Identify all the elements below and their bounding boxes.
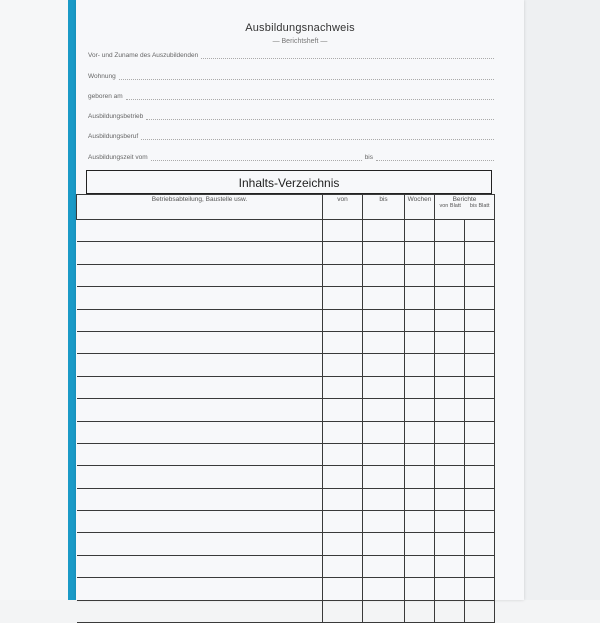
toc-cell[interactable] (363, 421, 405, 443)
toc-cell[interactable] (465, 555, 495, 577)
toc-cell[interactable] (77, 220, 323, 242)
toc-row (77, 309, 495, 331)
field-training-period[interactable] (88, 149, 494, 161)
toc-cell[interactable] (363, 443, 405, 465)
toc-cell[interactable] (363, 533, 405, 555)
toc-row (77, 555, 495, 577)
toc-cell[interactable] (405, 399, 435, 421)
col-to: bis (363, 195, 405, 220)
toc-row (77, 466, 495, 488)
toc-cell[interactable] (323, 488, 363, 510)
field-training-period-from-line (151, 152, 362, 161)
col-reports-from: von Blatt (439, 203, 461, 209)
toc-cell[interactable] (465, 287, 495, 309)
toc-row (77, 443, 495, 465)
toc-cell[interactable] (405, 466, 435, 488)
toc-cell[interactable] (435, 511, 465, 533)
toc-cell[interactable] (435, 555, 465, 577)
toc-cell[interactable] (435, 264, 465, 286)
field-birthdate-label: geboren am (88, 93, 123, 100)
toc-cell[interactable] (77, 354, 323, 376)
toc-cell[interactable] (323, 331, 363, 353)
toc-cell[interactable] (363, 511, 405, 533)
toc-cell[interactable] (405, 376, 435, 398)
toc-cell[interactable] (435, 376, 465, 398)
toc-cell[interactable] (405, 443, 435, 465)
field-name-label: Vor- und Zuname des Auszubildenden (88, 52, 199, 59)
field-training-period-label: Ausbildungszeit vom (88, 154, 148, 161)
toc-cell[interactable] (363, 399, 405, 421)
field-profession-line (141, 131, 494, 140)
toc-cell[interactable] (405, 578, 435, 600)
toc-cell[interactable] (363, 466, 405, 488)
toc-title: Inhalts-Verzeichnis (86, 170, 492, 194)
toc-cell[interactable] (77, 242, 323, 264)
toc-cell[interactable] (323, 511, 363, 533)
field-address[interactable] (88, 68, 494, 80)
toc-cell[interactable] (323, 466, 363, 488)
toc-cell[interactable] (435, 533, 465, 555)
toc-cell[interactable] (77, 533, 323, 555)
col-reports: Berichte von Blatt bis Blatt (435, 195, 495, 220)
toc-row (77, 399, 495, 421)
toc-cell[interactable] (465, 264, 495, 286)
toc-cell[interactable] (465, 242, 495, 264)
toc-cell[interactable] (77, 399, 323, 421)
toc-cell[interactable] (77, 488, 323, 510)
toc-cell[interactable] (323, 443, 363, 465)
toc-table (76, 194, 495, 623)
field-training-period-bis: bis (364, 154, 373, 161)
toc-cell[interactable] (323, 533, 363, 555)
toc-cell[interactable] (77, 466, 323, 488)
field-company-line (146, 111, 494, 120)
toc-cell[interactable] (323, 555, 363, 577)
field-birthdate-line (126, 91, 494, 100)
toc-row (77, 220, 495, 242)
toc-cell[interactable] (465, 421, 495, 443)
toc-row (77, 287, 495, 309)
toc-cell[interactable] (435, 488, 465, 510)
toc-cell[interactable] (323, 376, 363, 398)
toc-cell[interactable] (435, 331, 465, 353)
field-address-line (119, 71, 494, 80)
toc-cell[interactable] (465, 533, 495, 555)
field-training-period-to-line (376, 152, 494, 161)
toc-cell[interactable] (323, 600, 363, 622)
col-department: Betriebsabteilung, Baustelle usw. (77, 195, 323, 220)
toc-cell[interactable] (363, 555, 405, 577)
toc-cell[interactable] (77, 331, 323, 353)
field-company-label: Ausbildungsbetrieb (88, 113, 144, 120)
toc-cell[interactable] (405, 600, 435, 622)
toc-cell[interactable] (77, 555, 323, 577)
toc-cell[interactable] (435, 399, 465, 421)
toc-cell[interactable] (363, 287, 405, 309)
toc-cell[interactable] (363, 264, 405, 286)
toc-cell[interactable] (77, 421, 323, 443)
background-left (0, 0, 78, 600)
toc-cell[interactable] (77, 376, 323, 398)
toc-cell[interactable] (363, 578, 405, 600)
toc-cell[interactable] (363, 331, 405, 353)
toc-cell[interactable] (405, 354, 435, 376)
field-company[interactable] (88, 108, 494, 120)
toc-cell[interactable] (363, 488, 405, 510)
toc-cell[interactable] (405, 287, 435, 309)
toc-cell[interactable] (465, 511, 495, 533)
col-reports-to: bis Blatt (469, 203, 490, 209)
toc-cell[interactable] (323, 264, 363, 286)
toc-cell[interactable] (77, 287, 323, 309)
toc-cell[interactable] (405, 264, 435, 286)
toc-row (77, 242, 495, 264)
toc-cell[interactable] (465, 331, 495, 353)
toc-cell[interactable] (323, 578, 363, 600)
toc-cell[interactable] (435, 466, 465, 488)
toc-cell[interactable] (435, 309, 465, 331)
toc-row (77, 264, 495, 286)
field-profession[interactable] (88, 128, 494, 140)
toc-cell[interactable] (77, 309, 323, 331)
toc-cell[interactable] (465, 220, 495, 242)
toc-cell[interactable] (323, 399, 363, 421)
toc-cell[interactable] (435, 242, 465, 264)
col-weeks: Wochen (405, 195, 435, 220)
document-page (76, 0, 524, 600)
field-address-label: Wohnung (88, 73, 116, 80)
document-subtitle: — Berichtsheft — (272, 38, 328, 45)
toc-cell[interactable] (77, 443, 323, 465)
toc-row (77, 331, 495, 353)
toc-cell[interactable] (465, 578, 495, 600)
toc-cell[interactable] (465, 466, 495, 488)
toc-cell[interactable] (405, 309, 435, 331)
toc-cell[interactable] (435, 354, 465, 376)
field-name-line (201, 50, 494, 59)
toc-row (77, 533, 495, 555)
toc-cell[interactable] (323, 421, 363, 443)
toc-cell[interactable] (435, 578, 465, 600)
toc-cell[interactable] (363, 600, 405, 622)
toc-cell[interactable] (323, 287, 363, 309)
toc-cell[interactable] (405, 421, 435, 443)
toc-cell[interactable] (465, 354, 495, 376)
toc-cell[interactable] (405, 533, 435, 555)
toc-cell[interactable] (465, 309, 495, 331)
toc-row (77, 421, 495, 443)
toc-cell[interactable] (363, 309, 405, 331)
toc-cell[interactable] (435, 600, 465, 622)
toc-cell[interactable] (77, 578, 323, 600)
toc-cell[interactable] (465, 399, 495, 421)
toc-cell[interactable] (465, 600, 495, 622)
toc-cell[interactable] (405, 511, 435, 533)
toc-row (77, 376, 495, 398)
toc-cell[interactable] (323, 354, 363, 376)
toc-cell[interactable] (323, 309, 363, 331)
toc-header-row (77, 195, 495, 220)
toc-row (77, 600, 495, 622)
toc-cell[interactable] (405, 555, 435, 577)
toc-cell[interactable] (77, 264, 323, 286)
field-profession-label: Ausbildungsberuf (88, 133, 139, 140)
toc-cell[interactable] (465, 443, 495, 465)
toc-cell[interactable] (465, 488, 495, 510)
document-title: Ausbildungsnachweis (245, 22, 355, 34)
toc-cell[interactable] (465, 376, 495, 398)
toc-row (77, 488, 495, 510)
background-right (523, 0, 600, 600)
field-birthdate[interactable] (88, 88, 494, 100)
toc-row (77, 511, 495, 533)
toc-cell[interactable] (435, 421, 465, 443)
toc-cell[interactable] (77, 511, 323, 533)
toc-cell[interactable] (405, 220, 435, 242)
field-name[interactable] (88, 47, 494, 59)
toc-row (77, 354, 495, 376)
toc-cell[interactable] (405, 242, 435, 264)
toc-cell[interactable] (363, 242, 405, 264)
toc-cell[interactable] (435, 443, 465, 465)
col-from: von (323, 195, 363, 220)
toc-cell[interactable] (77, 600, 323, 622)
toc-cell[interactable] (363, 376, 405, 398)
toc-cell[interactable] (363, 354, 405, 376)
toc-cell[interactable] (363, 220, 405, 242)
toc-cell[interactable] (435, 287, 465, 309)
toc-row (77, 578, 495, 600)
toc-cell[interactable] (323, 220, 363, 242)
toc-cell[interactable] (323, 242, 363, 264)
toc-cell[interactable] (405, 488, 435, 510)
toc-cell[interactable] (435, 220, 465, 242)
toc-cell[interactable] (405, 331, 435, 353)
